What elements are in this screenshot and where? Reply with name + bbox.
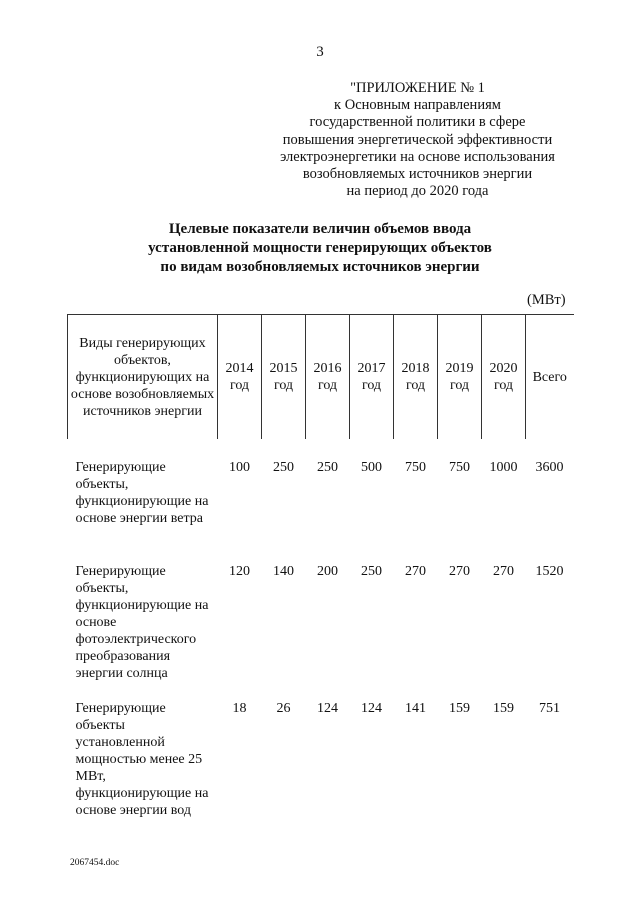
header-year-cell: 2019 год — [438, 315, 482, 440]
appendix-heading — [255, 80, 580, 200]
value-cell: 100 — [229, 460, 250, 475]
header-year-cell: 2014 год — [218, 315, 262, 440]
value-cell: 124 — [361, 701, 382, 716]
value-cell: 270 — [449, 564, 470, 579]
unit-label: (МВт) — [527, 292, 566, 308]
appendix-line: повышения энергетической эффективности — [282, 131, 553, 148]
header-total-cell: Всего — [526, 315, 574, 440]
appendix-line: "ПРИЛОЖЕНИЕ № 1 — [350, 80, 485, 96]
title-line: установленной мощности генерирующих объектов — [148, 240, 492, 256]
value-cell: 270 — [405, 564, 426, 579]
value-cell: 270 — [493, 564, 514, 579]
value-cell: 1000 — [489, 460, 518, 475]
header-year-cell: 2017 год — [350, 315, 394, 440]
total-cell: 3600 — [535, 460, 564, 475]
appendix-line: электроэнергетики на основе использования — [280, 148, 555, 165]
title-line: по видам возобновляемых источников энергии — [160, 259, 480, 275]
row-type-cell: Генерирующие объекты, функционирующие на основе фотоэлектрического преобразования энергии солнца — [75, 564, 209, 681]
value-cell: 159 — [449, 701, 470, 716]
page-number: 3 — [316, 44, 324, 60]
header-year-cell: 2020 год — [482, 315, 526, 440]
header-type-cell: Виды генерирующих объектов, функционирующих на основе возобновляемых источников энергии — [68, 315, 218, 440]
value-cell: 120 — [229, 564, 250, 579]
file-name-footer: 2067454.doc — [70, 858, 120, 868]
value-cell: 250 — [317, 460, 338, 475]
row-type-cell: Генерирующие объекты установленной мощностью менее 25 МВт, функционирующие на основе энергии вод — [75, 701, 209, 818]
value-cell: 750 — [405, 460, 426, 475]
value-cell: 18 — [232, 701, 247, 716]
value-cell: 141 — [405, 701, 426, 716]
appendix-line: возобновляемых источников энергии — [302, 166, 533, 183]
value-cell: 159 — [493, 701, 514, 716]
total-cell: 751 — [539, 701, 560, 716]
total-cell: 1520 — [535, 564, 564, 579]
appendix-line: государственной политики в сфере — [309, 114, 526, 131]
value-cell: 140 — [273, 564, 294, 579]
targets-table — [67, 314, 574, 819]
table-header-row — [68, 315, 574, 440]
value-cell: 250 — [273, 460, 294, 475]
appendix-line: к Основным направлениям — [334, 97, 501, 114]
table-row — [68, 545, 574, 682]
value-cell: 200 — [317, 564, 338, 579]
value-cell: 124 — [317, 701, 338, 716]
header-year-cell: 2016 год — [306, 315, 350, 440]
value-cell: 500 — [361, 460, 382, 475]
appendix-line: на период до 2020 года — [346, 183, 489, 200]
table-row — [68, 439, 574, 545]
row-type-cell: Генерирующие объекты, функционирующие на основе энергии ветра — [75, 460, 209, 526]
document-title — [0, 220, 640, 277]
title-line: Целевые показатели величин объемов ввода — [168, 221, 472, 237]
value-cell: 750 — [449, 460, 470, 475]
value-cell: 250 — [361, 564, 382, 579]
header-year-cell: 2018 год — [394, 315, 438, 440]
value-cell: 26 — [276, 701, 291, 716]
table-row — [68, 682, 574, 819]
header-year-cell: 2015 год — [262, 315, 306, 440]
